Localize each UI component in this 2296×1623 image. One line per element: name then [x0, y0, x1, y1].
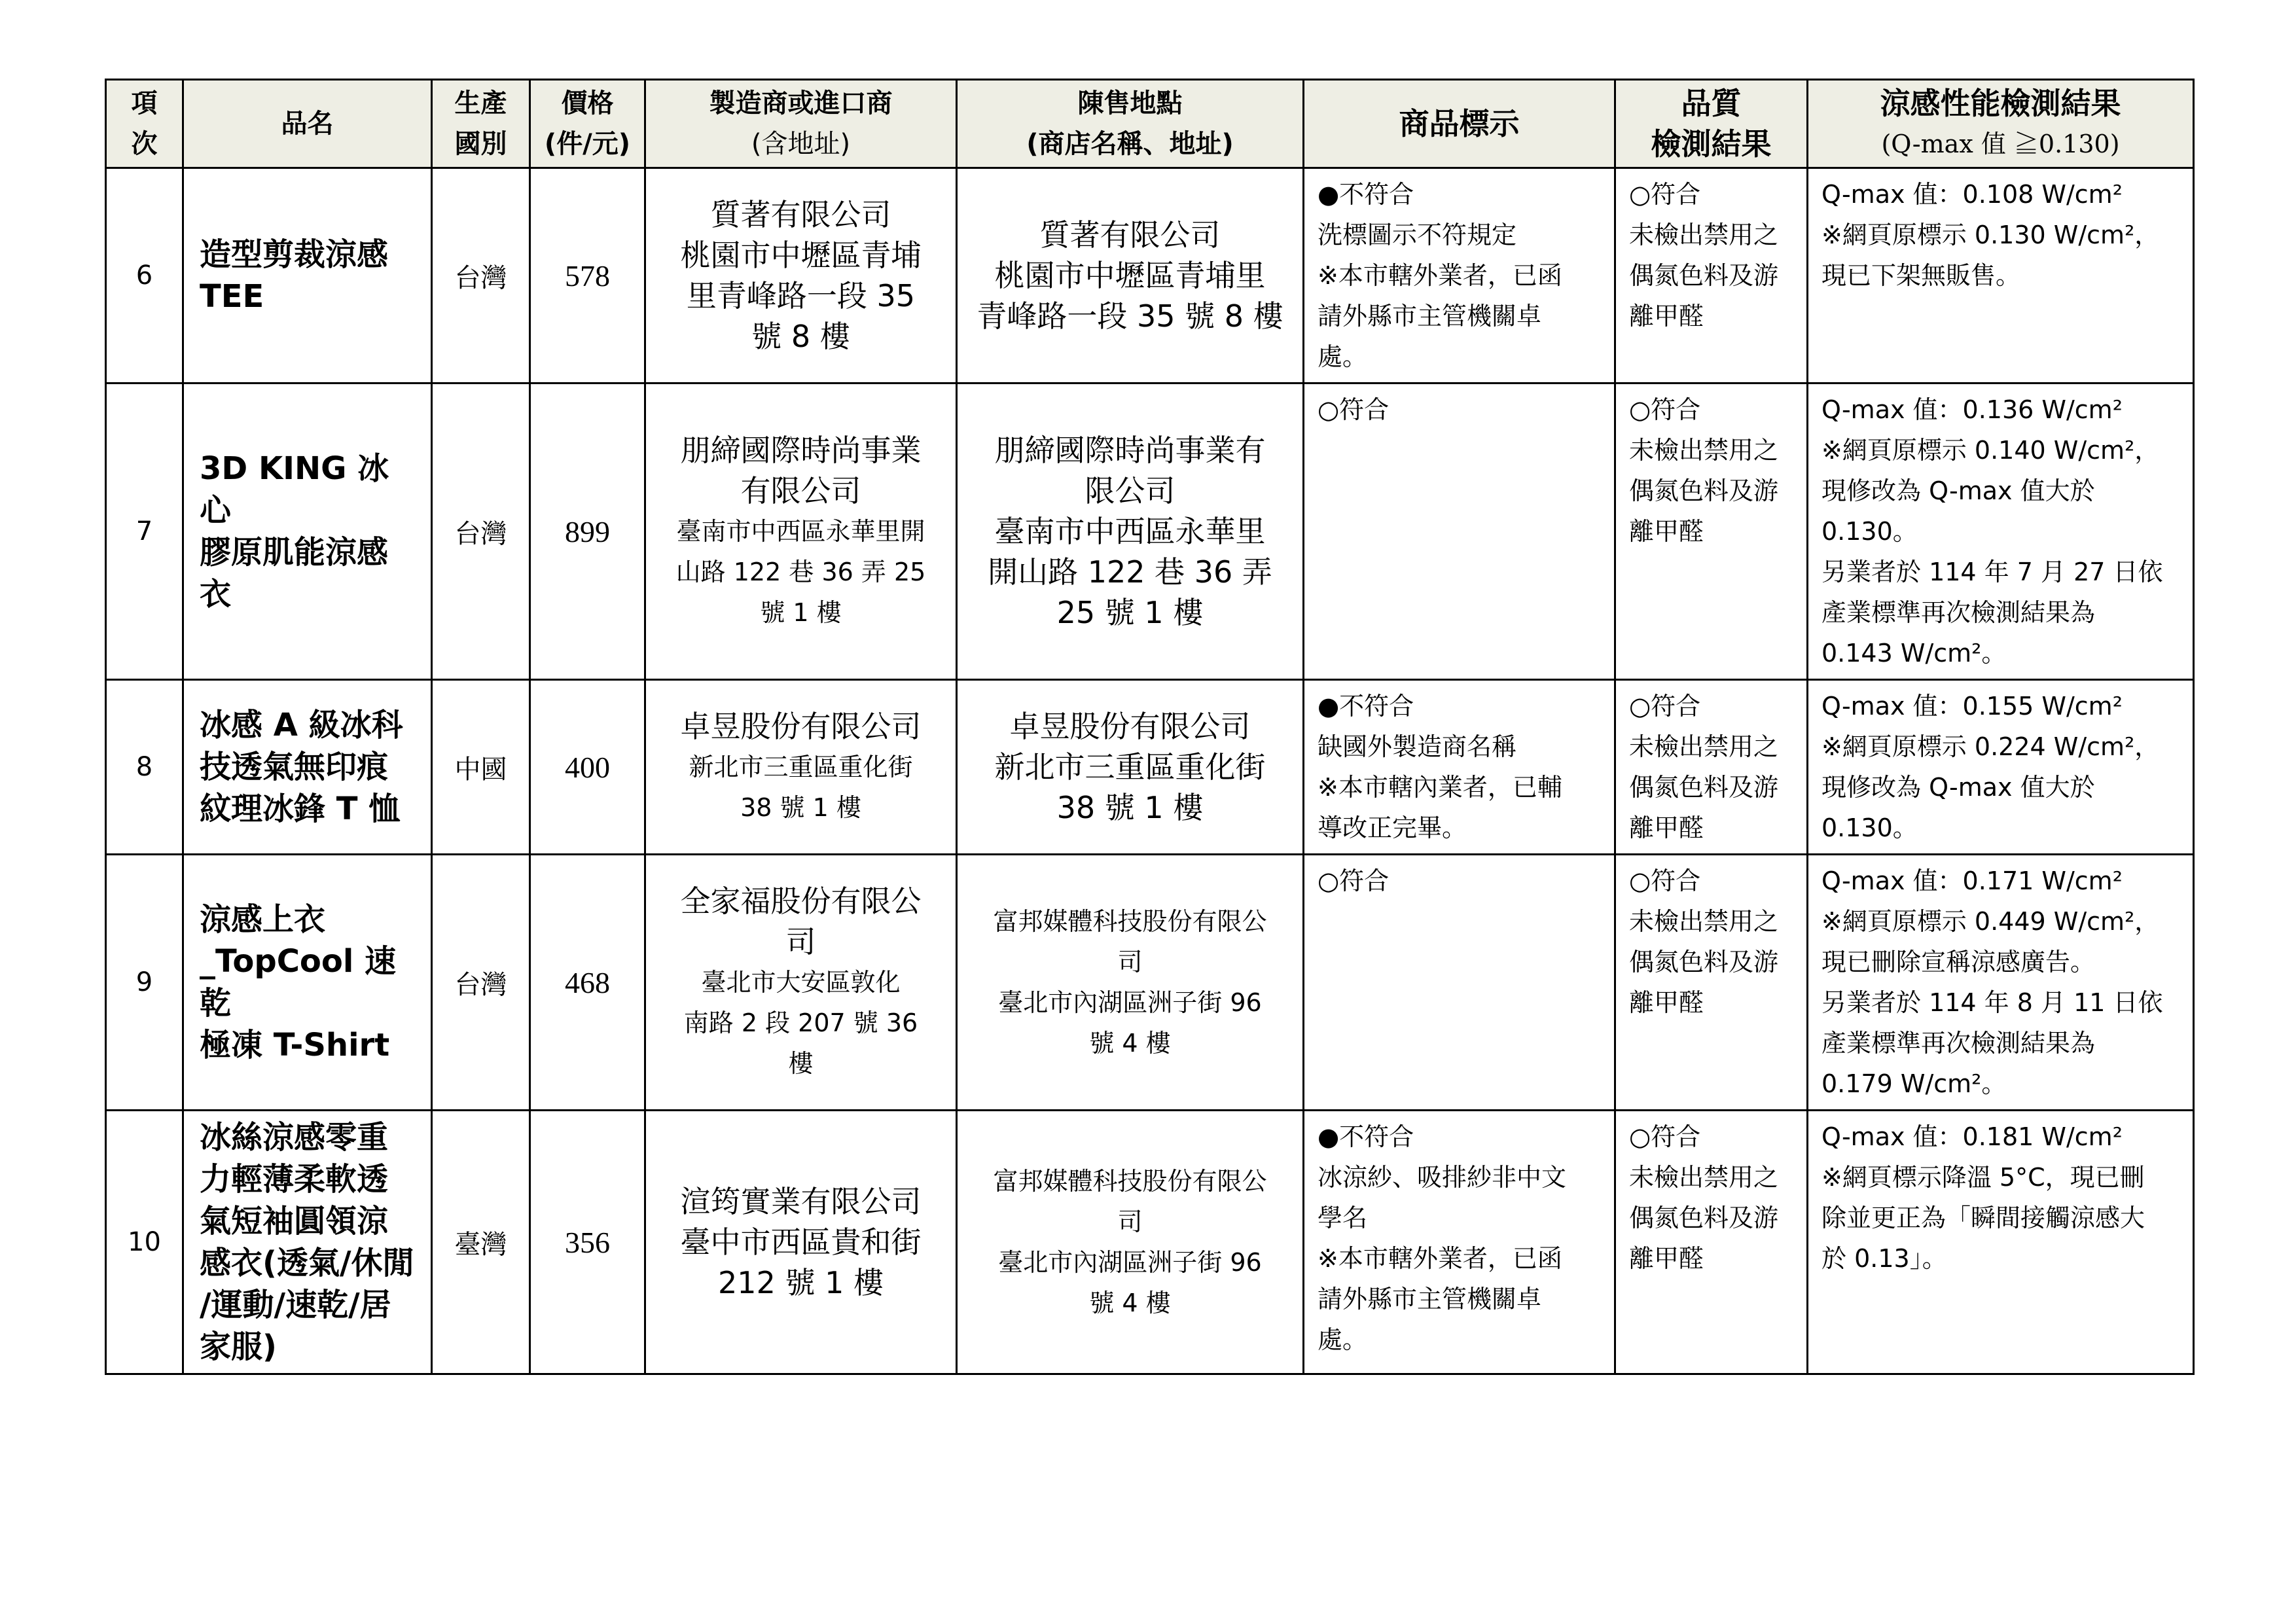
table-header-row [106, 80, 2194, 168]
cell-product-label-line: ※本市轄外業者，已函 [1318, 1244, 1562, 1273]
cell-quality-result-line: 離甲醛 [1629, 1244, 1704, 1273]
cell-product-label-line: 請外縣市主管機關卓 [1318, 302, 1542, 330]
table-row [106, 1111, 2194, 1374]
cell-cooling-result-line: 現修改為 Q-max 值大於 [1821, 476, 2095, 505]
cell-store-line: 桃園市中壢區青埔里 [994, 258, 1266, 293]
header-country: 生產 國別 [432, 80, 530, 168]
cell-store-line: 司 [1117, 1207, 1143, 1236]
cell-product-name-line: 衣 [200, 576, 232, 613]
cell-manufacturer-line: 南路 2 段 207 號 36 [683, 1008, 918, 1037]
table-row [106, 855, 2194, 1111]
cell-product-name-line: 冰感 A 級冰科 [200, 707, 403, 743]
cell-product-label-line: 學名 [1318, 1204, 1368, 1232]
header-quality-result: 品質 檢測結果 [1615, 80, 1808, 168]
cell-quality-result-line: ○符合 [1629, 866, 1701, 895]
cell-store-line: 臺北市內湖區洲子街 96 [998, 1248, 1262, 1277]
header-cooling-result: 涼感性能檢測結果 (Q-max 值 ≧0.130) [1808, 80, 2194, 168]
cell-cooling-result-line: Q-max 值：0.171 W/cm² [1821, 866, 2123, 895]
cell-store [957, 1111, 1304, 1374]
cell-product-label-line: ○符合 [1318, 395, 1390, 424]
cell-item-number: 9 [106, 855, 183, 1111]
cell-product-label-line: 處。 [1318, 1325, 1368, 1354]
cell-product-label [1304, 680, 1615, 855]
cell-store-line: 卓昱股份有限公司 [1009, 709, 1251, 744]
cell-quality-result [1615, 1111, 1808, 1374]
cell-manufacturer-line: 新北市三重區重化街 [689, 753, 913, 781]
cell-item-number: 6 [106, 168, 183, 383]
cell-manufacturer-line: 山路 122 巷 36 弄 25 [675, 558, 926, 586]
cell-cooling-result-line: 除並更正為「瞬間接觸涼感大 [1821, 1204, 2145, 1232]
cell-price: 578 [530, 168, 645, 383]
cell-product-label-line: ※本市轄外業者，已函 [1318, 261, 1562, 290]
cell-cooling-result-line: 0.143 W/cm²。 [1821, 639, 2007, 668]
cell-product-label [1304, 383, 1615, 680]
cell-manufacturer [645, 383, 957, 680]
cell-quality-result-line: 偶氮色料及游 [1629, 1204, 1779, 1232]
inspection-report-page [105, 79, 2193, 1375]
cell-product-name-line: 涼感上衣 [200, 901, 326, 938]
cell-manufacturer-line: 號 8 樓 [751, 319, 850, 354]
cell-manufacturer-line: 38 號 1 樓 [740, 793, 861, 822]
cell-product-label-line: ●不符合 [1318, 1122, 1414, 1151]
cell-manufacturer-line: 臺中市西區貴和街 [680, 1224, 922, 1260]
cell-store-line: 38 號 1 樓 [1056, 790, 1204, 825]
cell-cooling-result-line: 於 0.13」。 [1821, 1244, 1947, 1273]
cell-quality-result-line: 離甲醛 [1629, 988, 1704, 1017]
cell-country: 台灣 [432, 168, 530, 383]
cell-quality-result-line: 未檢出禁用之 [1629, 1163, 1779, 1192]
cell-store-line: 朋締國際時尚事業有 [994, 433, 1266, 468]
cell-product-label-line: 洗標圖示不符規定 [1318, 221, 1517, 249]
cell-product-name-line: _TopCool 速乾 [200, 943, 397, 1022]
cell-product-name-line: 技透氣無印痕 [200, 749, 389, 785]
cell-quality-result-line: 未檢出禁用之 [1629, 221, 1779, 249]
cell-manufacturer-line: 212 號 1 樓 [718, 1265, 884, 1300]
cell-country: 中國 [432, 680, 530, 855]
cell-manufacturer-line: 全家福股份有限公 [680, 883, 922, 919]
cell-product-label-line: ●不符合 [1318, 692, 1414, 721]
cell-store [957, 168, 1304, 383]
cell-cooling-result-line: 現已下架無販售。 [1821, 261, 2021, 290]
cell-quality-result-line: 未檢出禁用之 [1629, 436, 1779, 465]
cell-product-name-line: 紋理冰鋒 T 恤 [200, 791, 401, 827]
cell-manufacturer-line: 卓昱股份有限公司 [680, 709, 922, 744]
cell-quality-result-line: 離甲醛 [1629, 302, 1704, 330]
cell-product-name-line: 感衣(透氣/休閒 [200, 1245, 414, 1281]
cell-cooling-result-line: 另業者於 114 年 8 月 11 日依 [1821, 988, 2163, 1017]
cell-store-line: 臺北市內湖區洲子街 96 [998, 988, 1262, 1017]
cell-item-number: 8 [106, 680, 183, 855]
cell-quality-result-line: 偶氮色料及游 [1629, 476, 1779, 505]
cell-quality-result-line: 離甲醛 [1629, 813, 1704, 842]
cell-item-number: 7 [106, 383, 183, 680]
cell-manufacturer-line: 臺南市中西區永華里開 [676, 517, 925, 546]
header-item-number: 項 次 [106, 80, 183, 168]
cell-manufacturer-line: 朋締國際時尚事業 [680, 433, 922, 468]
cell-quality-result [1615, 680, 1808, 855]
cell-manufacturer [645, 855, 957, 1111]
cell-cooling-result-line: Q-max 值：0.155 W/cm² [1821, 692, 2123, 721]
cell-product-label-line: ○符合 [1318, 866, 1390, 895]
cell-price: 468 [530, 855, 645, 1111]
cell-manufacturer-line: 渲筠實業有限公司 [680, 1184, 922, 1219]
cell-manufacturer-line: 臺北市大安區敦化 [701, 968, 901, 997]
cell-store [957, 680, 1304, 855]
cell-country: 台灣 [432, 855, 530, 1111]
cell-store-line: 25 號 1 樓 [1056, 595, 1204, 630]
cell-store-line: 富邦媒體科技股份有限公 [993, 907, 1267, 936]
cell-cooling-result [1808, 1111, 2194, 1374]
cell-product-name-line: 造型剪裁涼感 [200, 236, 389, 273]
cell-product-label-line: ※本市轄內業者，已輔 [1318, 773, 1562, 802]
cell-product-label [1304, 855, 1615, 1111]
cell-cooling-result-line: ※網頁標示降溫 5°C，現已刪 [1821, 1163, 2145, 1192]
cell-store-line: 青峰路一段 35 號 8 樓 [977, 298, 1283, 334]
cell-cooling-result [1808, 680, 2194, 855]
cell-cooling-result-line: ※網頁原標示 0.224 W/cm²， [1821, 732, 2160, 761]
cell-store-line: 開山路 122 巷 36 弄 [988, 554, 1272, 590]
cell-store-line: 司 [1117, 948, 1143, 976]
cell-country: 臺灣 [432, 1111, 530, 1374]
cell-store-line: 新北市三重區重化街 [994, 749, 1266, 785]
cell-cooling-result-line: 現修改為 Q-max 值大於 [1821, 773, 2095, 802]
cell-country: 台灣 [432, 383, 530, 680]
cell-cooling-result [1808, 383, 2194, 680]
cell-manufacturer [645, 168, 957, 383]
cell-quality-result-line: ○符合 [1629, 1122, 1701, 1151]
cell-product-name-line: /運動/速乾/居 [200, 1287, 391, 1323]
cell-store [957, 855, 1304, 1111]
cell-product-name [183, 855, 432, 1111]
cell-product-name-line: 膠原肌能涼感 [200, 534, 389, 571]
cell-product-name-line: 家服) [200, 1329, 277, 1365]
cell-store-line: 號 4 樓 [1089, 1029, 1171, 1058]
cell-store-line: 質著有限公司 [1039, 217, 1221, 253]
cell-price: 356 [530, 1111, 645, 1374]
cell-product-name [183, 1111, 432, 1374]
cell-quality-result-line: 偶氮色料及游 [1629, 948, 1779, 976]
cell-quality-result [1615, 855, 1808, 1111]
cell-manufacturer-line: 司 [785, 924, 816, 959]
cell-product-name-line: 冰絲涼感零重 [200, 1119, 389, 1156]
cell-manufacturer-line: 號 1 樓 [760, 598, 842, 627]
cell-quality-result [1615, 168, 1808, 383]
cell-quality-result-line: 離甲醛 [1629, 517, 1704, 546]
cell-product-label [1304, 1111, 1615, 1374]
cell-product-name-line: TEE [200, 278, 264, 315]
cell-cooling-result-line: 0.179 W/cm²。 [1821, 1069, 2007, 1098]
cell-product-label-line: 請外縣市主管機關卓 [1318, 1285, 1542, 1313]
cell-store-line: 號 4 樓 [1089, 1289, 1171, 1317]
cell-cooling-result-line: Q-max 值：0.108 W/cm² [1821, 180, 2123, 209]
cell-item-number: 10 [106, 1111, 183, 1374]
cell-cooling-result-line: Q-max 值：0.136 W/cm² [1821, 395, 2123, 424]
cell-product-name [183, 383, 432, 680]
cell-cooling-result-line: 產業標準再次檢測結果為 [1821, 1029, 2096, 1058]
cell-quality-result-line: 未檢出禁用之 [1629, 907, 1779, 936]
cell-cooling-result [1808, 168, 2194, 383]
cell-product-name [183, 168, 432, 383]
cell-cooling-result-line: 0.130。 [1821, 517, 1918, 546]
header-store: 陳售地點 (商店名稱、地址) [957, 80, 1304, 168]
cell-manufacturer-line: 里青峰路一段 35 [686, 278, 916, 313]
cell-cooling-result-line: 產業標準再次檢測結果為 [1821, 598, 2096, 627]
cell-price: 400 [530, 680, 645, 855]
cell-manufacturer-line: 質著有限公司 [710, 197, 891, 232]
cell-manufacturer-line: 有限公司 [740, 473, 861, 508]
cell-quality-result-line: 未檢出禁用之 [1629, 732, 1779, 761]
cell-cooling-result-line: ※網頁原標示 0.130 W/cm²， [1821, 221, 2160, 249]
table-row [106, 383, 2194, 680]
cell-product-label-line: 缺國外製造商名稱 [1318, 732, 1517, 761]
cell-quality-result-line: ○符合 [1629, 180, 1701, 209]
cell-price: 899 [530, 383, 645, 680]
cell-store [957, 383, 1304, 680]
cell-product-name [183, 680, 432, 855]
cell-cooling-result-line: ※網頁原標示 0.449 W/cm²， [1821, 907, 2160, 936]
header-price: 價格 (件/元) [530, 80, 645, 168]
cell-cooling-result-line: 現已刪除宣稱涼感廣告。 [1821, 948, 2096, 976]
cell-cooling-result-line: ※網頁原標示 0.140 W/cm²， [1821, 436, 2160, 465]
cell-quality-result-line: ○符合 [1629, 692, 1701, 721]
cell-quality-result-line: 偶氮色料及游 [1629, 773, 1779, 802]
table-body [106, 168, 2194, 1374]
cell-quality-result-line: ○符合 [1629, 395, 1701, 424]
cell-cooling-result-line: Q-max 值：0.181 W/cm² [1821, 1122, 2123, 1151]
cell-store-line: 限公司 [1085, 473, 1175, 508]
cell-store-line: 富邦媒體科技股份有限公 [993, 1167, 1267, 1196]
cell-product-name-line: 3D KING 冰心 [200, 450, 389, 529]
cell-quality-result [1615, 383, 1808, 680]
header-product-label: 商品標示 [1304, 80, 1615, 168]
cell-product-name-line: 力輕薄柔軟透 [200, 1161, 389, 1198]
header-product-name: 品名 [183, 80, 432, 168]
cell-product-name-line: 極凍 T-Shirt [200, 1027, 390, 1063]
cell-manufacturer [645, 1111, 957, 1374]
cell-store-line: 臺南市中西區永華里 [994, 514, 1266, 549]
header-manufacturer: 製造商或進口商 (含地址) [645, 80, 957, 168]
cell-manufacturer [645, 680, 957, 855]
cell-manufacturer-line: 桃園市中壢區青埔 [680, 238, 922, 273]
cell-product-label-line: 處。 [1318, 342, 1368, 371]
cell-product-label-line: ●不符合 [1318, 180, 1414, 209]
cell-product-name-line: 氣短袖圓領涼 [200, 1203, 389, 1240]
cell-product-label-line: 冰涼紗、吸排紗非中文 [1318, 1163, 1567, 1192]
cell-cooling-result-line: 另業者於 114 年 7 月 27 日依 [1821, 558, 2163, 586]
cell-quality-result-line: 偶氮色料及游 [1629, 261, 1779, 290]
cell-product-label [1304, 168, 1615, 383]
cell-manufacturer-line: 樓 [788, 1049, 814, 1078]
cell-cooling-result [1808, 855, 2194, 1111]
cell-product-label-line: 導改正完畢。 [1318, 813, 1467, 842]
cell-cooling-result-line: 0.130。 [1821, 813, 1918, 842]
table-row [106, 680, 2194, 855]
inspection-results-table [105, 79, 2195, 1375]
table-row [106, 168, 2194, 383]
